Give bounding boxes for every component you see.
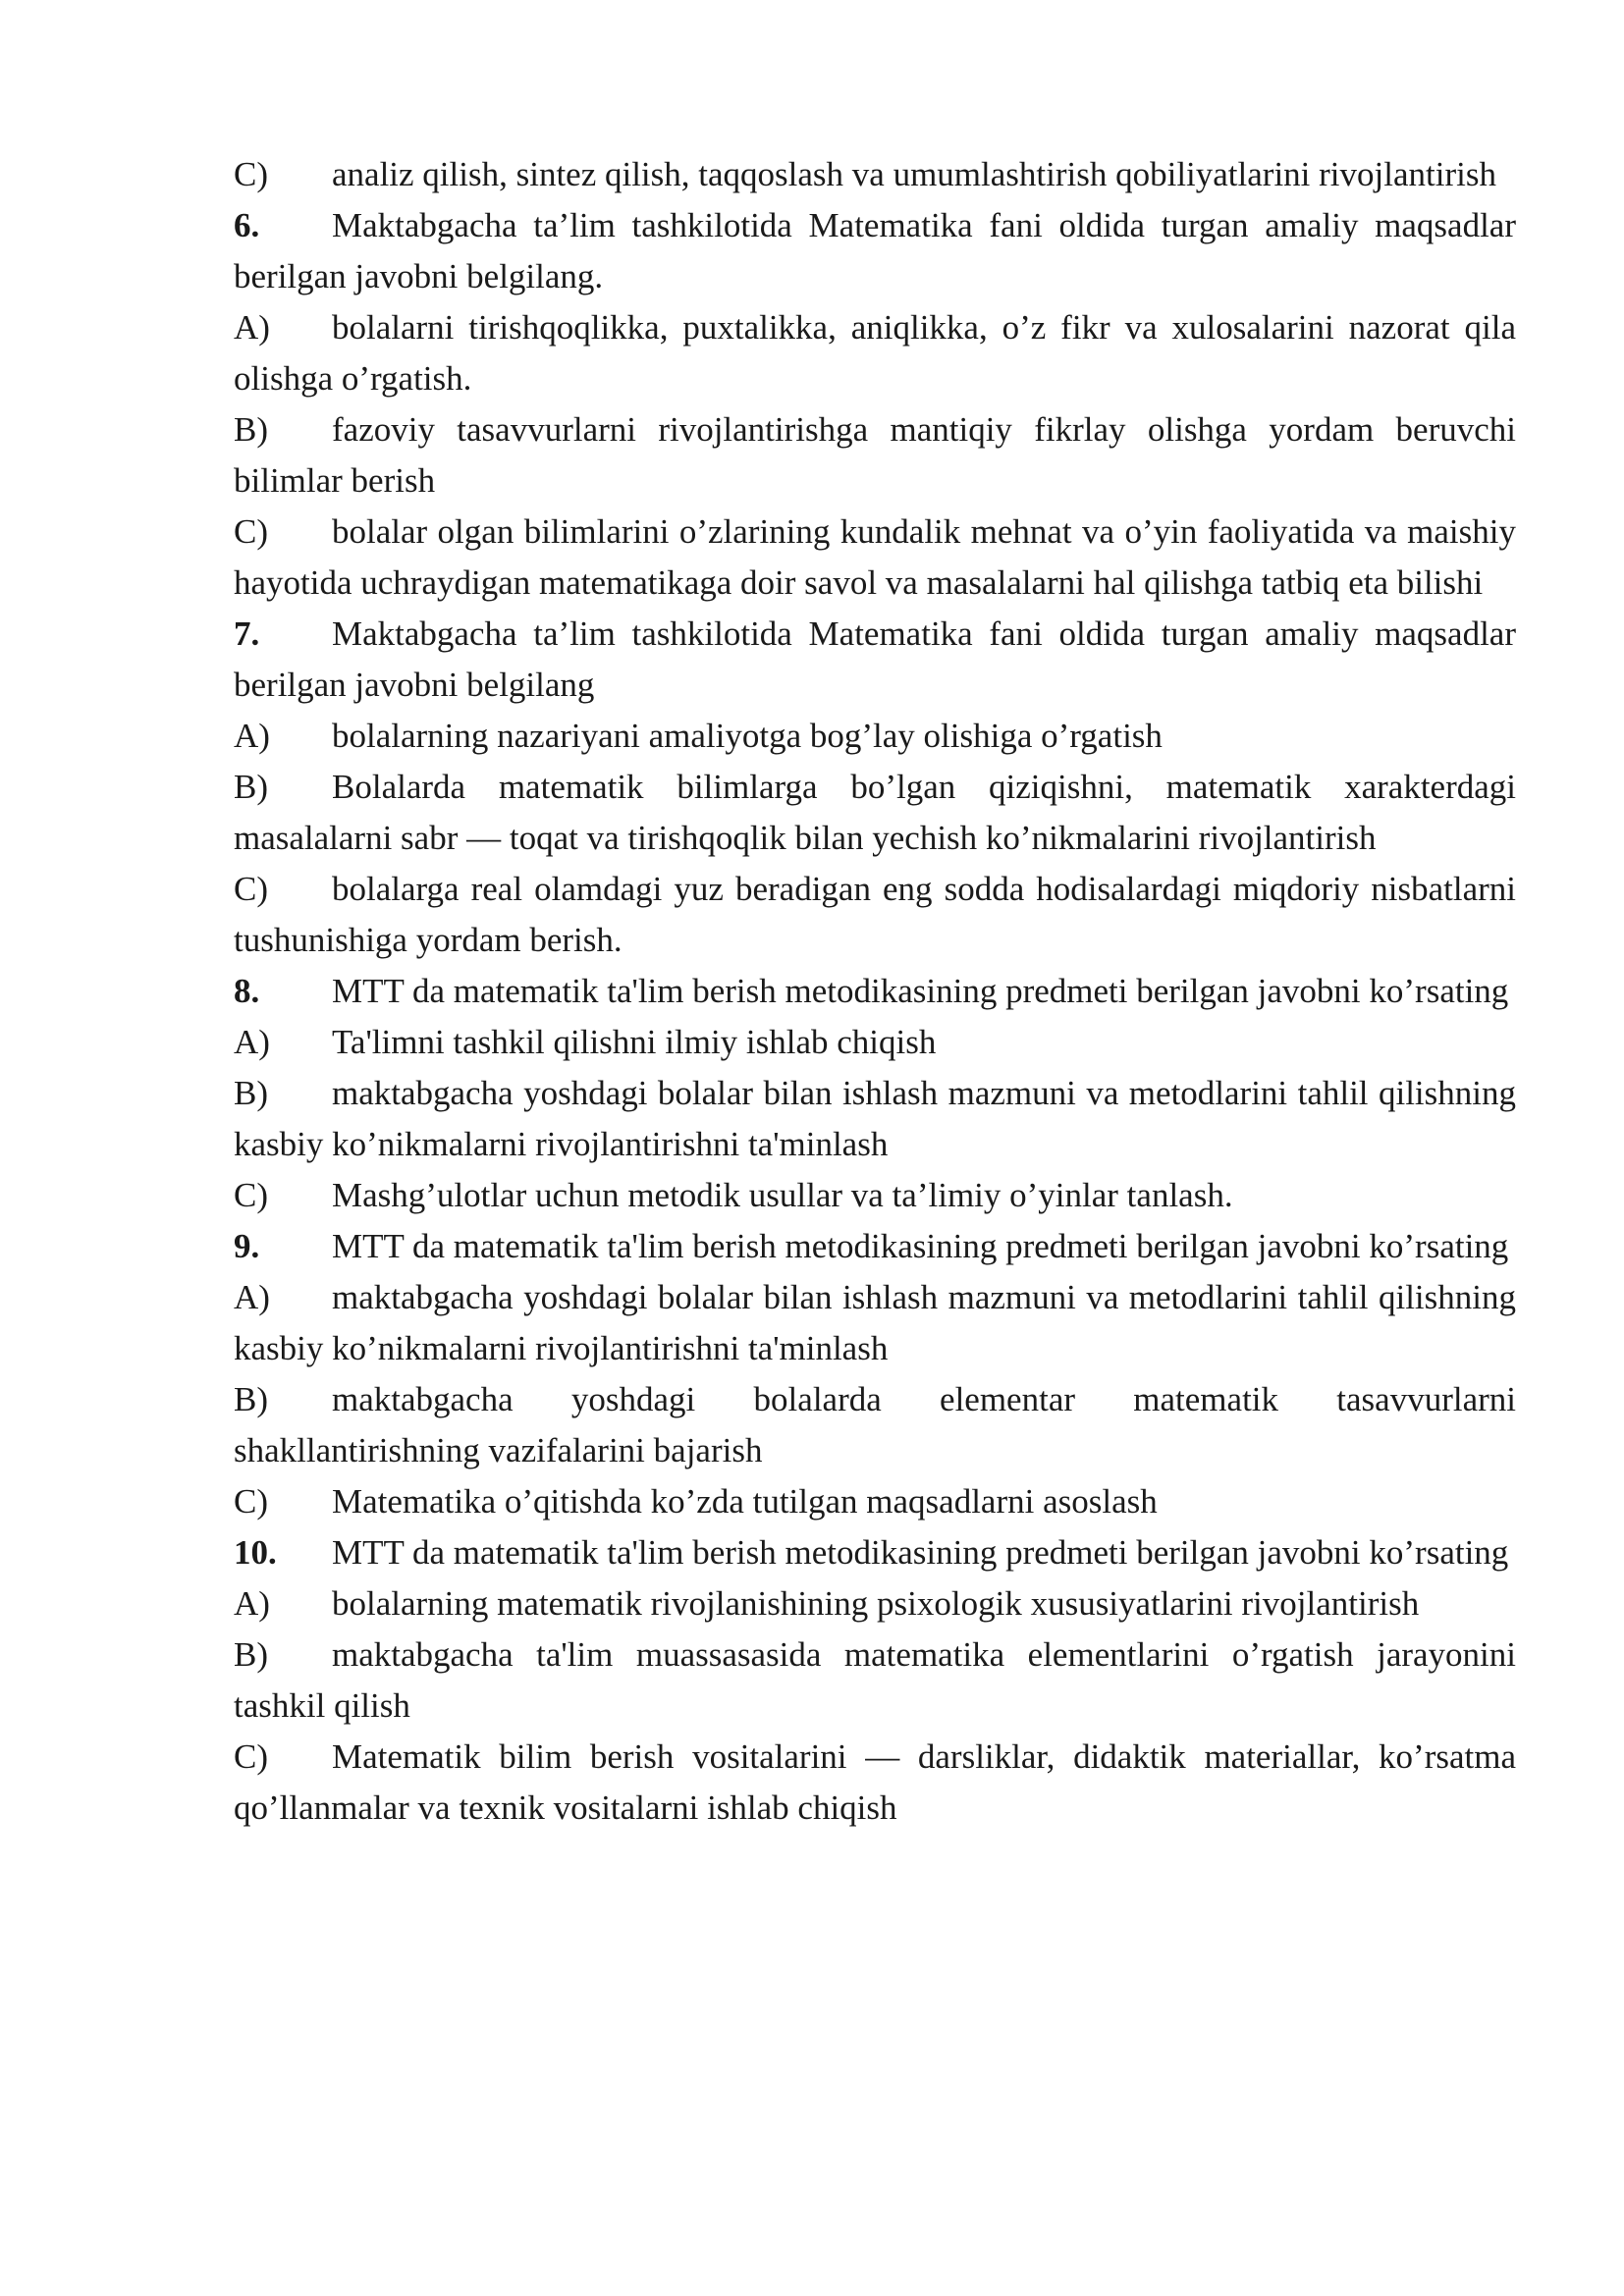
question-text: Maktabgacha ta’lim tashkilotida Matematika fani oldida turgan amaliy maqsadlar berilgan javobni belgilang. <box>234 206 1516 295</box>
answer-option <box>234 1017 1516 1068</box>
answer-option <box>234 1272 1516 1374</box>
option-letter: C) <box>234 512 268 551</box>
option-text: Matematika o’qitishda ko’zda tutilgan maqsadlarni asoslash <box>332 1482 1158 1521</box>
option-text: maktabgacha ta'lim muassasasida matematika elementlarini o’rgatish jarayonini tashkil qilish <box>234 1635 1516 1725</box>
answer-option <box>234 1578 1516 1629</box>
option-letter: B) <box>234 1635 268 1674</box>
option-text: Matematik bilim berish vositalarini — darsliklar, didaktik materiallar, ko’rsatma qo’llanmalar va texnik vositalarni ishlab chiqish <box>234 1737 1516 1827</box>
answer-option <box>234 711 1516 762</box>
answer-option <box>234 1374 1516 1476</box>
question-number: 7. <box>234 614 260 653</box>
answer-option <box>234 1170 1516 1221</box>
document-page <box>234 149 1516 1834</box>
question-item <box>234 966 1516 1017</box>
option-text: maktabgacha yoshdagi bolalar bilan ishlash mazmuni va metodlarini tahlil qilishning kasbiy ko’nikmalarni rivojlantirishni ta'minlash <box>234 1278 1516 1367</box>
option-text: bolalar olgan bilimlarini o’zlarining kundalik mehnat va o’yin faoliyatida va maishiy hayotida uchraydigan matematikaga doir savol va masalalarni hal qilishga tatbiq eta bilishi <box>234 512 1516 602</box>
question-item <box>234 1221 1516 1272</box>
option-letter: A) <box>234 308 270 347</box>
option-letter: A) <box>234 1278 270 1316</box>
option-letter: C) <box>234 1737 268 1776</box>
option-text: Ta'limni tashkil qilishni ilmiy ishlab chiqish <box>332 1023 937 1061</box>
question-number: 10. <box>234 1533 277 1572</box>
option-letter: C) <box>234 870 268 908</box>
answer-option <box>234 1629 1516 1732</box>
question-number: 9. <box>234 1227 260 1265</box>
question-item <box>234 609 1516 711</box>
answer-option <box>234 864 1516 966</box>
option-text: fazoviy tasavvurlarni rivojlantirishga mantiqiy fikrlay olishga yordam beruvchi bilimlar berish <box>234 410 1516 500</box>
option-letter: A) <box>234 717 270 755</box>
option-letter: A) <box>234 1584 270 1623</box>
option-letter: B) <box>234 410 268 449</box>
answer-option <box>234 1068 1516 1170</box>
answer-option <box>234 762 1516 864</box>
question-text: MTT da matematik ta'lim berish metodikasining predmeti berilgan javobni ko’rsating <box>332 972 1509 1010</box>
option-letter: A) <box>234 1023 270 1061</box>
option-text: maktabgacha yoshdagi bolalar bilan ishlash mazmuni va metodlarini tahlil qilishning kasbiy ko’nikmalarni rivojlantirishni ta'minlash <box>234 1074 1516 1163</box>
question-number: 8. <box>234 972 260 1010</box>
question-item <box>234 200 1516 302</box>
option-text: analiz qilish, sintez qilish, taqqoslash va umumlashtirish qobiliyatlarini rivojlantirish <box>332 155 1496 193</box>
question-item <box>234 1527 1516 1578</box>
answer-option <box>234 1732 1516 1834</box>
option-letter: C) <box>234 155 268 193</box>
answer-option <box>234 1476 1516 1527</box>
option-text: maktabgacha yoshdagi bolalarda elementar matematik tasavvurlarni shakllantirishning vazifalarini bajarish <box>234 1380 1516 1469</box>
option-letter: B) <box>234 1380 268 1418</box>
question-text: MTT da matematik ta'lim berish metodikasining predmeti berilgan javobni ko’rsating <box>332 1533 1509 1572</box>
question-text: Maktabgacha ta’lim tashkilotida Matematika fani oldida turgan amaliy maqsadlar berilgan javobni belgilang <box>234 614 1516 704</box>
option-letter: C) <box>234 1176 268 1214</box>
answer-option <box>234 149 1516 200</box>
question-text: MTT da matematik ta'lim berish metodikasining predmeti berilgan javobni ko’rsating <box>332 1227 1509 1265</box>
option-text: Bolalarda matematik bilimlarga bo’lgan qiziqishni, matematik xarakterdagi masalalarni sabr — toqat va tirishqoqlik bilan yechish ko’nikmalarini rivojlantirish <box>234 768 1516 857</box>
question-list <box>234 149 1516 1834</box>
option-text: bolalarni tirishqoqlikka, puxtalikka, aniqlikka, o’z fikr va xulosalarini nazorat qila olishga o’rgatish. <box>234 308 1516 398</box>
option-text: bolalarning nazariyani amaliyotga bog’lay olishiga o’rgatish <box>332 717 1163 755</box>
question-number: 6. <box>234 206 260 244</box>
option-text: bolalarning matematik rivojlanishining psixologik xususiyatlarini rivojlantirish <box>332 1584 1420 1623</box>
answer-option <box>234 302 1516 404</box>
option-text: bolalarga real olamdagi yuz beradigan eng sodda hodisalardagi miqdoriy nisbatlarni tushunishiga yordam berish. <box>234 870 1516 959</box>
option-text: Mashg’ulotlar uchun metodik usullar va ta’limiy o’yinlar tanlash. <box>332 1176 1233 1214</box>
option-letter: C) <box>234 1482 268 1521</box>
option-letter: B) <box>234 1074 268 1112</box>
answer-option <box>234 404 1516 507</box>
option-letter: B) <box>234 768 268 806</box>
answer-option <box>234 507 1516 609</box>
